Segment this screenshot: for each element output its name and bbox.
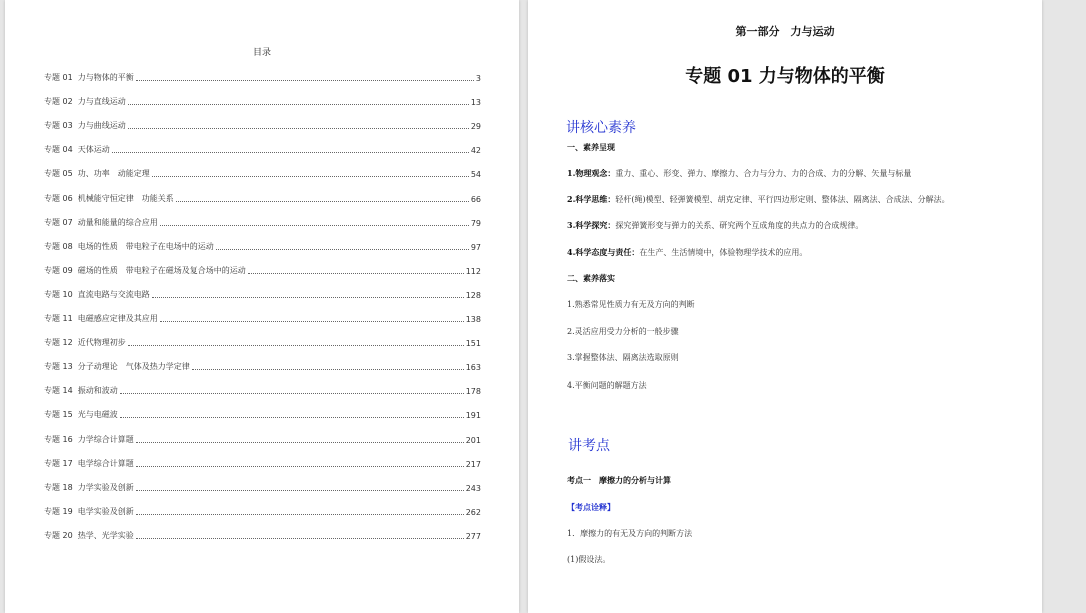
practice-item-4: 4.平衡问题的解题方法 <box>567 381 647 390</box>
literacy-item-2 <box>567 194 1027 205</box>
toc-entry-title: 电磁感应定律及其应用 <box>77 314 158 324</box>
toc-entry-number: 专题 02 <box>44 97 73 107</box>
toc-entry-title: 力学实验及创新 <box>77 482 134 492</box>
part-title: 第一部分 力与运动 <box>735 25 835 38</box>
toc-entry-number: 专题 14 <box>44 386 73 396</box>
toc-entry-title: 力与物体的平衡 <box>77 73 134 83</box>
toc-entry-number: 专题 20 <box>44 530 73 540</box>
literacy-label: 4.科学态度与责任： <box>567 247 640 257</box>
toc-entry-page: 138 <box>465 315 481 325</box>
toc-entry-page: 243 <box>465 483 481 493</box>
toc-entry-page: 128 <box>465 290 481 300</box>
toc-entry-title: 力学综合计算题 <box>77 434 134 444</box>
toc-entry-page: 112 <box>465 266 481 276</box>
toc-entry-title: 动量和能量的综合应用 <box>77 217 158 227</box>
toc-leader-dots <box>136 537 464 539</box>
exam-point-tag: 【考点诠释】 <box>567 503 615 512</box>
toc-entry-page: 97 <box>470 242 481 252</box>
section-heading-core-literacy: 讲核心素养 <box>566 120 636 136</box>
toc-entry-number: 专题 01 <box>44 73 73 83</box>
toc-leader-dots <box>136 79 474 81</box>
toc-entry-number: 专题 06 <box>44 193 73 203</box>
toc-entry[interactable] <box>44 179 481 203</box>
toc-entry[interactable] <box>44 324 481 348</box>
toc-entry[interactable] <box>44 348 481 372</box>
toc-entry-page: 66 <box>470 194 481 204</box>
practice-item-3: 3.掌握整体法、隔离法选取原则 <box>567 353 679 362</box>
exam-point-title: 考点一 摩擦力的分析与计算 <box>567 476 671 485</box>
toc-entry-page: 178 <box>465 387 481 397</box>
literacy-label: 1.物理观念： <box>567 168 616 178</box>
toc-leader-dots <box>192 368 464 370</box>
toc-entry[interactable] <box>44 83 481 107</box>
toc-entry-number: 专题 12 <box>44 338 73 348</box>
toc-leader-dots <box>152 175 469 177</box>
toc-leader-dots <box>136 465 464 467</box>
toc-entry-page: 191 <box>465 411 481 421</box>
toc-entry-page: 79 <box>470 218 481 228</box>
toc-leader-dots <box>128 344 464 346</box>
toc-leader-dots <box>248 272 464 274</box>
toc-entry-title: 电学实验及创新 <box>77 506 134 516</box>
toc-entry-page: 217 <box>465 459 481 469</box>
toc-entry-page: 277 <box>465 531 481 541</box>
toc-leader-dots <box>152 296 464 298</box>
toc-entry-page: 201 <box>465 435 481 445</box>
toc-entry-number: 专题 10 <box>44 289 73 299</box>
toc-entry[interactable] <box>44 276 481 300</box>
toc-entry[interactable] <box>44 59 481 83</box>
toc-entry[interactable] <box>44 204 481 228</box>
toc-leader-dots <box>136 513 464 515</box>
toc-entry[interactable] <box>44 300 481 324</box>
toc-list <box>44 59 481 541</box>
literacy-item-4 <box>567 247 1027 258</box>
toc-entry-page: 42 <box>470 146 481 156</box>
toc-entry-title: 光与电磁波 <box>77 410 118 420</box>
toc-entry-number: 专题 03 <box>44 121 73 131</box>
toc-entry[interactable] <box>44 228 481 252</box>
toc-entry-title: 热学、光学实验 <box>77 530 134 540</box>
toc-leader-dots <box>120 416 464 418</box>
exam-point-line-2: (1)假设法。 <box>567 555 611 564</box>
literacy-label: 3.科学探究： <box>567 220 616 230</box>
toc-entry-title: 直流电路与交流电路 <box>77 289 150 299</box>
literacy-text: 探究弹簧形变与弹力的关系、研究两个互成角度的共点力的合成规律。 <box>615 221 864 230</box>
toc-entry-number: 专题 17 <box>44 458 73 468</box>
section-heading-exam-points: 讲考点 <box>568 438 610 454</box>
toc-entry-title: 电场的性质 带电粒子在电场中的运动 <box>77 241 214 251</box>
toc-entry-number: 专题 19 <box>44 506 73 516</box>
toc-entry-title: 天体运动 <box>77 145 110 155</box>
toc-entry-page: 163 <box>465 363 481 373</box>
practice-item-2: 2.灵活应用受力分析的一般步骤 <box>567 327 679 336</box>
literacy-label: 2.科学思维： <box>567 194 616 204</box>
sub-heading-literacy-practice: 二、素养落实 <box>567 274 615 283</box>
toc-entry[interactable] <box>44 131 481 155</box>
toc-entry-title: 功、功率 动能定理 <box>77 169 150 179</box>
toc-leader-dots <box>160 320 464 322</box>
toc-entry-title: 近代物理初步 <box>77 338 126 348</box>
literacy-text: 在生产、生活情境中，体验物理学技术的应用。 <box>639 248 808 257</box>
toc-entry-page: 3 <box>475 74 481 84</box>
toc-entry[interactable] <box>44 396 481 420</box>
toc-entry-number: 专题 18 <box>44 482 73 492</box>
toc-entry-number: 专题 11 <box>44 314 73 324</box>
toc-entry[interactable] <box>44 445 481 469</box>
toc-entry-number: 专题 09 <box>44 265 73 275</box>
literacy-text: 重力、重心、形变、弹力、摩擦力、合力与分力、力的合成、力的分解、矢量与标量 <box>615 169 912 178</box>
toc-entry-number: 专题 16 <box>44 434 73 444</box>
toc-entry-title: 机械能守恒定律 功能关系 <box>77 193 174 203</box>
toc-entry[interactable] <box>44 469 481 493</box>
toc-entry-page: 13 <box>470 98 481 108</box>
literacy-item-3 <box>567 220 1027 231</box>
toc-entry-title: 振动和波动 <box>77 386 118 396</box>
toc-entry[interactable] <box>44 252 481 276</box>
literacy-text: 轻杆(绳)模型、轻弹簧模型、胡克定律、平行四边形定则、整体法、隔离法、合成法、分解法。 <box>615 195 950 204</box>
toc-title: 目录 <box>252 48 271 58</box>
toc-entry[interactable] <box>44 517 481 541</box>
toc-entry[interactable] <box>44 420 481 444</box>
toc-leader-dots <box>136 489 464 491</box>
toc-entry-title: 力与曲线运动 <box>77 121 126 131</box>
toc-leader-dots <box>160 224 469 226</box>
toc-entry-number: 专题 13 <box>44 362 73 372</box>
toc-entry[interactable] <box>44 107 481 131</box>
toc-entry-page: 54 <box>470 170 481 180</box>
toc-entry-number: 专题 08 <box>44 241 73 251</box>
sub-heading-literacy-present: 一、素养呈现 <box>567 143 615 152</box>
toc-page <box>5 0 519 613</box>
toc-entry-number: 专题 07 <box>44 217 73 227</box>
literacy-item-1 <box>567 168 1027 179</box>
toc-entry-page: 151 <box>465 339 481 349</box>
toc-leader-dots <box>128 127 469 129</box>
toc-entry-number: 专题 15 <box>44 410 73 420</box>
toc-entry-number: 专题 04 <box>44 145 73 155</box>
toc-leader-dots <box>136 441 464 443</box>
toc-entry[interactable] <box>44 493 481 517</box>
toc-entry-page: 29 <box>470 122 481 132</box>
toc-entry[interactable] <box>44 372 481 396</box>
content-page <box>528 0 1042 613</box>
toc-leader-dots <box>112 151 469 153</box>
toc-entry[interactable] <box>44 155 481 179</box>
toc-entry-number: 专题 05 <box>44 169 73 179</box>
toc-leader-dots <box>120 392 464 394</box>
toc-leader-dots <box>128 103 469 105</box>
topic-title: 专题 01 力与物体的平衡 <box>685 66 885 87</box>
toc-entry-title: 电学综合计算题 <box>77 458 134 468</box>
toc-leader-dots <box>216 248 469 250</box>
exam-point-line-1: 1．摩擦力的有无及方向的判断方法 <box>567 529 693 538</box>
toc-entry-page: 262 <box>465 507 481 517</box>
toc-entry-title: 磁场的性质 带电粒子在磁场及复合场中的运动 <box>77 265 246 275</box>
practice-item-1: 1.熟悉常见性质力有无及方向的判断 <box>567 300 695 309</box>
toc-entry-title: 分子动理论 气体及热力学定律 <box>77 362 190 372</box>
toc-entry-title: 力与直线运动 <box>77 97 126 107</box>
toc-leader-dots <box>176 200 469 202</box>
